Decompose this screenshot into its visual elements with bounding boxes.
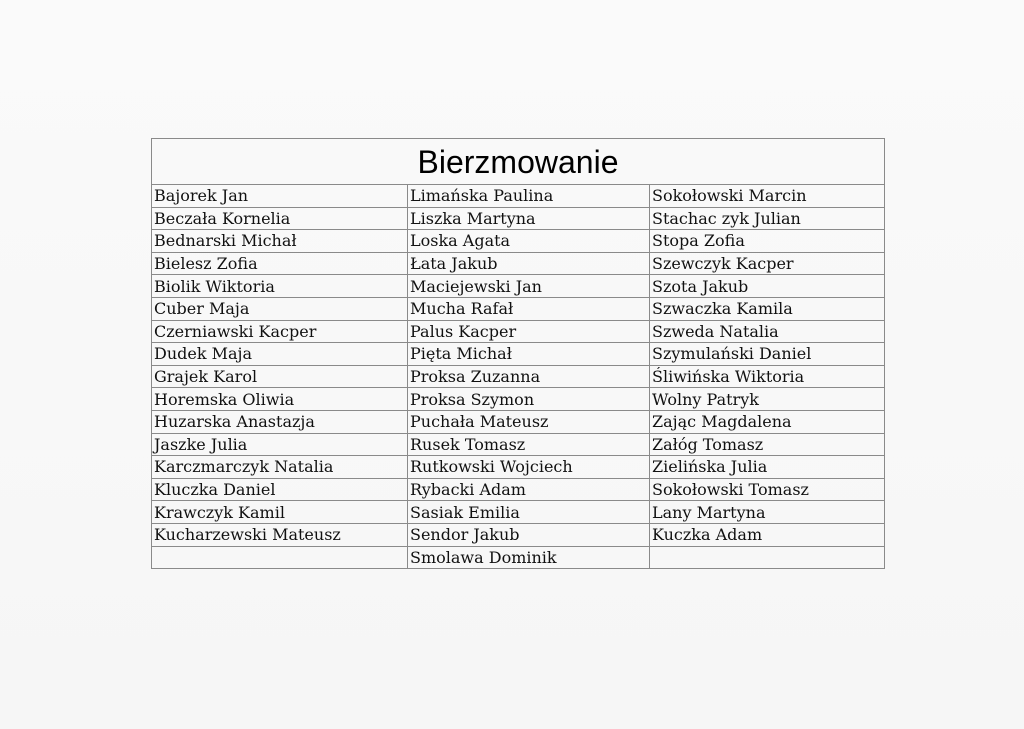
roster-table-body [152, 139, 885, 569]
name-cell: Rutkowski Wojciech [408, 456, 650, 479]
name-cell: Szwaczka Kamila [650, 297, 885, 320]
table-row [152, 275, 885, 298]
name-cell: Kluczka Daniel [152, 478, 408, 501]
name-cell: Smolawa Dominik [408, 546, 650, 569]
name-cell: Jaszke Julia [152, 433, 408, 456]
roster-table-container [151, 138, 884, 569]
name-cell: Bajorek Jan [152, 185, 408, 208]
name-cell: Karczmarczyk Natalia [152, 456, 408, 479]
name-cell: Liszka Martyna [408, 207, 650, 230]
name-cell: Zając Magdalena [650, 410, 885, 433]
name-cell: Dudek Maja [152, 343, 408, 366]
table-row [152, 501, 885, 524]
name-cell: Grajek Karol [152, 365, 408, 388]
name-cell: Huzarska Anastazja [152, 410, 408, 433]
table-row [152, 410, 885, 433]
name-cell: Czerniawski Kacper [152, 320, 408, 343]
name-cell: Lany Martyna [650, 501, 885, 524]
name-cell: Palus Kacper [408, 320, 650, 343]
name-cell: Cuber Maja [152, 297, 408, 320]
name-cell: Kucharzewski Mateusz [152, 523, 408, 546]
title-row [152, 139, 885, 185]
name-cell: Bednarski Michał [152, 230, 408, 253]
name-cell: Sokołowski Tomasz [650, 478, 885, 501]
name-cell: Biolik Wiktoria [152, 275, 408, 298]
name-cell: Szota Jakub [650, 275, 885, 298]
table-row [152, 433, 885, 456]
roster-table [151, 138, 885, 569]
table-row [152, 456, 885, 479]
name-cell: Loska Agata [408, 230, 650, 253]
name-cell: Kuczka Adam [650, 523, 885, 546]
name-cell: Proksa Zuzanna [408, 365, 650, 388]
table-row [152, 365, 885, 388]
name-cell: Wolny Patryk [650, 388, 885, 411]
name-cell: Sasiak Emilia [408, 501, 650, 524]
name-cell: Bielesz Zofia [152, 252, 408, 275]
name-cell: Pięta Michał [408, 343, 650, 366]
table-row [152, 523, 885, 546]
table-row [152, 252, 885, 275]
name-cell: Proksa Szymon [408, 388, 650, 411]
table-row [152, 320, 885, 343]
name-cell: Beczała Kornelia [152, 207, 408, 230]
name-cell: Limańska Paulina [408, 185, 650, 208]
name-cell: Szymulański Daniel [650, 343, 885, 366]
name-cell: Stachac zyk Julian [650, 207, 885, 230]
name-cell: Rusek Tomasz [408, 433, 650, 456]
name-cell: Szweda Natalia [650, 320, 885, 343]
table-row [152, 388, 885, 411]
name-cell: Sendor Jakub [408, 523, 650, 546]
table-row [152, 230, 885, 253]
name-cell: Śliwińska Wiktoria [650, 365, 885, 388]
name-cell: Załóg Tomasz [650, 433, 885, 456]
name-cell [650, 546, 885, 569]
table-row [152, 297, 885, 320]
name-cell: Sokołowski Marcin [650, 185, 885, 208]
name-cell: Maciejewski Jan [408, 275, 650, 298]
table-title: Bierzmowanie [152, 139, 885, 185]
name-cell: Horemska Oliwia [152, 388, 408, 411]
name-cell: Puchała Mateusz [408, 410, 650, 433]
table-row [152, 185, 885, 208]
table-row [152, 343, 885, 366]
table-row [152, 207, 885, 230]
name-cell: Stopa Zofia [650, 230, 885, 253]
name-cell: Rybacki Adam [408, 478, 650, 501]
name-cell: Łata Jakub [408, 252, 650, 275]
table-row [152, 478, 885, 501]
table-row [152, 546, 885, 569]
name-cell [152, 546, 408, 569]
name-cell: Zielińska Julia [650, 456, 885, 479]
name-cell: Szewczyk Kacper [650, 252, 885, 275]
name-cell: Mucha Rafał [408, 297, 650, 320]
name-cell: Krawczyk Kamil [152, 501, 408, 524]
